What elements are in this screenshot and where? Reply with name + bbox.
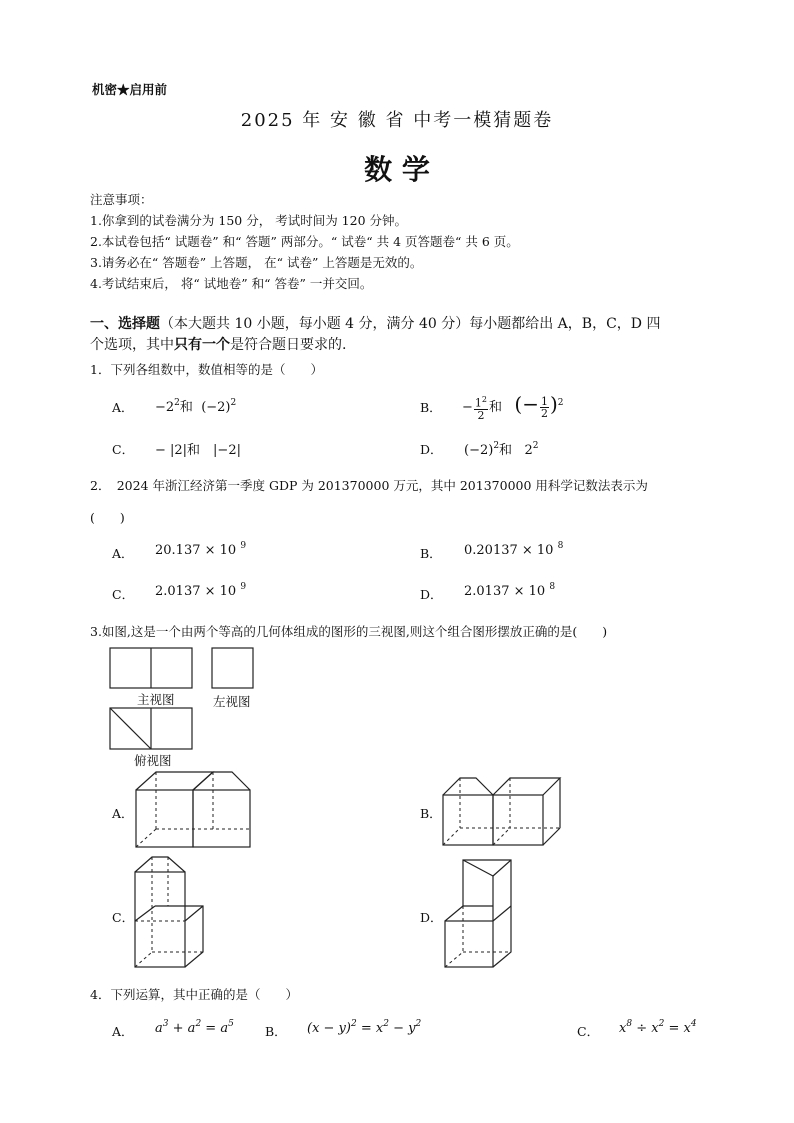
q1-option-c[interactable]: − |2|和 |−2|: [155, 443, 241, 458]
q2-option-a[interactable]: 20.137 × 10 $^9$: [155, 541, 247, 558]
q2-stem: 2． 2024 年浙江经济第一季度 GDP 为 201370000 万元，其中 201370000 用科学记数法表示为: [90, 478, 648, 493]
q2-paren: ( ): [90, 510, 125, 525]
q1-option-a[interactable]: $-2^2$和 $(-2)^2$: [155, 398, 237, 415]
note-item: 1.你拿到的试卷满分为 150 分， 考试时间为 120 分钟。: [90, 213, 408, 228]
q2-option-d[interactable]: 2.0137 × 10 $^8$: [464, 582, 556, 599]
front-view-label: 主视图: [137, 692, 175, 707]
q4-option-b-label[interactable]: B．: [265, 1024, 287, 1039]
q3-option-b-label[interactable]: B．: [420, 806, 442, 821]
q4-option-c[interactable]: $x^8 \div x^2 = x^4$: [619, 1019, 697, 1036]
note-item: 3.请务必在“ 答题卷” 上答题， 在“ 试卷” 上答题是无效的。: [90, 255, 423, 270]
q1-option-d[interactable]: $(-2)^2$和 $2^2$: [464, 441, 539, 458]
note-item: 4.考试结束后， 将“ 试地卷” 和“ 答卷” 一并交回。: [90, 276, 373, 291]
confidential-label: 机密★启用前: [92, 82, 168, 97]
q2-option-c-label[interactable]: C．: [112, 587, 135, 602]
q3-stem: 3.如图,这是一个由两个等高的几何体组成的图形的三视图,则这个组合图形摆放正确的是( ): [90, 624, 608, 639]
q1-option-d-label[interactable]: D．: [420, 442, 443, 457]
q3-option-c-label[interactable]: C．: [112, 910, 135, 925]
left-view-label: 左视图: [213, 694, 251, 709]
q2-option-d-label[interactable]: D．: [420, 587, 443, 602]
notes-heading: 注意事项：: [90, 192, 153, 207]
q1-option-b[interactable]: − $\frac{1^2}{2}$ 和 (− $\frac{1}{2}$ )$^2$: [462, 392, 564, 422]
q1-option-a-label[interactable]: A．: [112, 400, 134, 415]
q4-option-a-label[interactable]: A．: [112, 1024, 134, 1039]
q2-option-b[interactable]: 0.20137 × 10 $^8$: [464, 541, 564, 558]
q4-stem: 4．下列运算，其中正确的是（ ）: [90, 987, 298, 1002]
q3-option-a-label[interactable]: A．: [112, 806, 134, 821]
q1-option-c-label[interactable]: C．: [112, 442, 135, 457]
q4-option-c-label[interactable]: C．: [577, 1024, 600, 1039]
q1-option-b-label[interactable]: B．: [420, 400, 442, 415]
subject-title: 数 学: [364, 153, 430, 186]
section-desc-part: 是符合题日要求的.: [230, 337, 347, 353]
section-title: 一、选择题: [90, 316, 160, 332]
q1-stem: 1．下列各组数中，数值相等的是（ ）: [90, 362, 323, 377]
q4-option-a[interactable]: $a^3 + a^2 = a^5$: [155, 1019, 234, 1036]
q2-option-b-label[interactable]: B．: [420, 546, 442, 561]
top-view-label: 俯视图: [134, 753, 172, 768]
note-item: 2.本试卷包括“ 试题卷” 和“ 答题” 两部分。“ 试卷“ 共 4 页答题卷“ 共 6 页。: [90, 234, 519, 249]
q3-option-d-label[interactable]: D．: [420, 910, 443, 925]
section-desc: （本大题共 10 小题，每小题 4 分，满分 40 分）每小题都给出 A，B，C，D 四: [160, 316, 661, 332]
q2-option-c[interactable]: 2.0137 × 10 $^9$: [155, 582, 247, 599]
section-emphasis: 只有一个: [174, 337, 230, 353]
exam-title: 2025 年 安 徽 省 中考一模猜题卷: [240, 110, 554, 131]
q2-option-a-label[interactable]: A．: [112, 546, 134, 561]
section-desc-part: 个选项，其中: [90, 337, 174, 353]
q4-option-b[interactable]: $(x - y)^2 = x^2 - y^2$: [307, 1019, 422, 1036]
